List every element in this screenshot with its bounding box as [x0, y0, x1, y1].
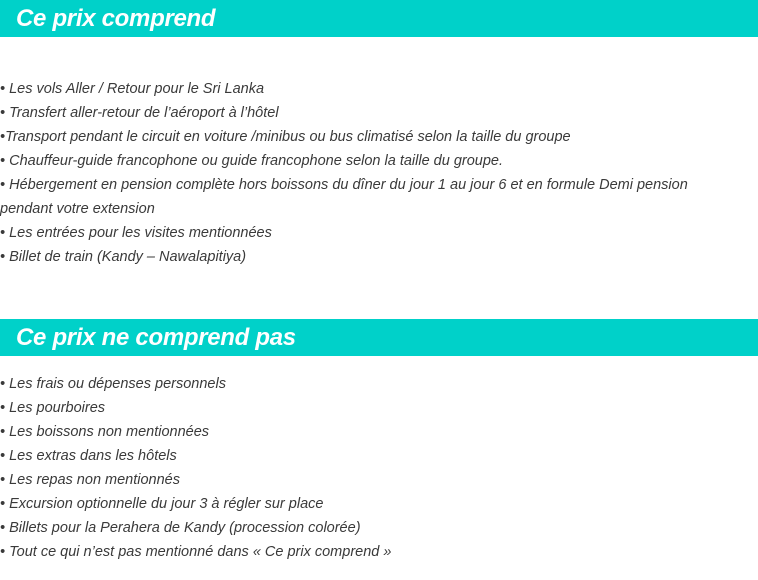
- list-item: • Les boissons non mentionnées: [0, 424, 210, 440]
- list-item: • Billet de train (Kandy – Nawalapitiya): [0, 249, 247, 265]
- list-item: •Transport pendant le circuit en voiture /minibus ou bus climatisé selon la taille du groupe: [0, 129, 571, 145]
- excluded-items-list: [0, 372, 740, 564]
- list-item: • Les entrées pour les visites mentionnées: [0, 225, 272, 241]
- list-item: • Chauffeur-guide francophone ou guide francophone selon la taille du groupe.: [0, 153, 504, 169]
- excluded-section-title: Ce prix ne comprend pas: [16, 324, 296, 351]
- list-item: • Les extras dans les hôtels: [0, 448, 177, 464]
- list-item: • Tout ce qui n’est pas mentionné dans « Ce prix comprend »: [0, 544, 392, 560]
- excluded-section-header: [0, 319, 758, 356]
- list-item: • Billets pour la Perahera de Kandy (procession colorée): [0, 520, 361, 536]
- list-item: • Les pourboires: [0, 400, 106, 416]
- list-item: • Les repas non mentionnés: [0, 472, 180, 488]
- list-item: • Excursion optionnelle du jour 3 à régler sur place: [0, 496, 324, 512]
- included-section-header: [0, 0, 758, 37]
- list-item: • Hébergement en pension complète hors boissons du dîner du jour 1 au jour 6 et en formule Demi pension pendant votre extension: [0, 177, 688, 217]
- included-section-title: Ce prix comprend: [16, 5, 216, 32]
- list-item: • Transfert aller-retour de l’aéroport à l’hôtel: [0, 105, 279, 121]
- list-item: • Les vols Aller / Retour pour le Sri Lanka: [0, 81, 265, 97]
- list-item: • Les frais ou dépenses personnels: [0, 376, 226, 392]
- included-items-list: [0, 77, 740, 269]
